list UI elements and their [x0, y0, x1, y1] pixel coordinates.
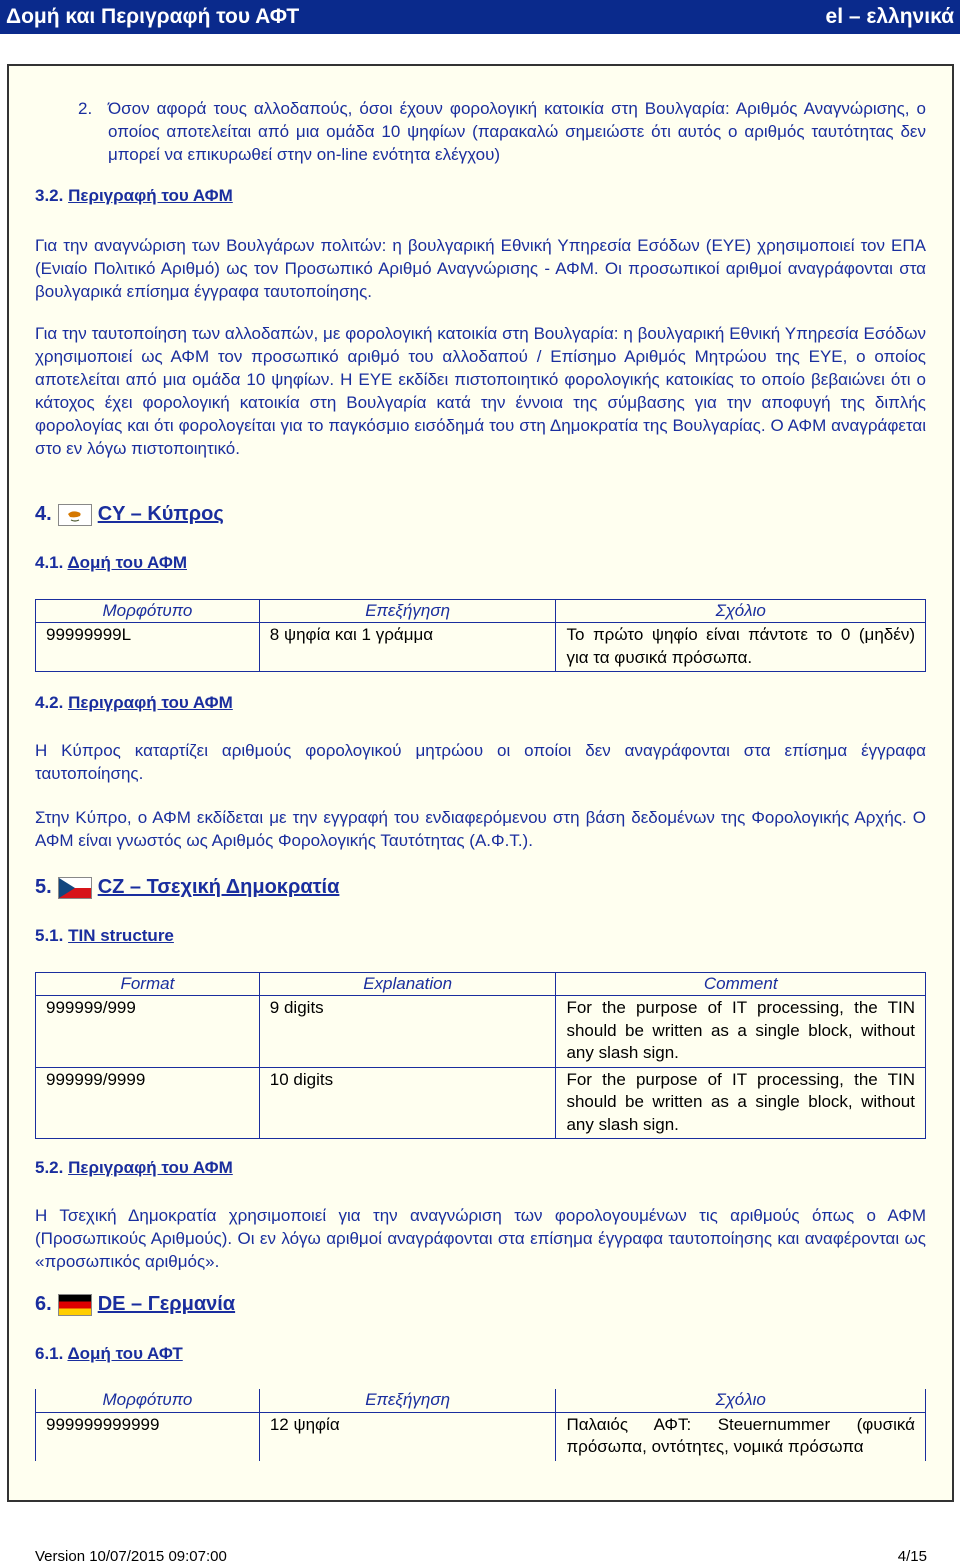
- table-header: Επεξήγηση: [259, 1389, 556, 1412]
- bg-paragraph-2: Για την ταυτοποίηση των αλλοδαπών, με φορολογική κατοικία στη Βουλγαρία: η βουλγαρική Εθνική Υπηρεσία Εσόδων χρησιμοποιεί ως ΑΦΜ τον προσωπικό αριθμό του αλλοδαπού / Επίσημο Αριθμός Μητρώου της ΕΥΕ, ο οποίος αποτελείται από μια ομάδα 10 ψηφίων. Η ΕΥΕ εκδίδει πιστοποιητικό φορολογικής κατοικίας το οποίο βεβαιώνει ότι ο κάτοχος έχει φορολογική κατοικία στη Βουλγαρία κατά την έννοια της σύμβασης για την αποφυγή της διπλής φορολογίας και ότι φορολογείται για το παγκόσμιο εισόδημά του στη Δημοκρατία της Βουλγαρίας. Ο ΑΦΜ αναγράφεται στο εν λόγω πιστοποιητικό.: [35, 324, 926, 458]
- cyprus-flag-icon: [58, 504, 92, 526]
- table-row: [36, 1067, 926, 1139]
- section-heading-link[interactable]: Περιγραφή του ΑΦΜ: [68, 1158, 233, 1177]
- cy-tin-table: [35, 599, 926, 672]
- table-header: Explanation: [259, 973, 556, 996]
- section-heading-link[interactable]: Δομή του ΑΦΤ: [67, 1344, 183, 1363]
- section-heading-link[interactable]: TIN structure: [68, 926, 174, 945]
- table-cell: 999999999999: [36, 1412, 260, 1461]
- section-heading-link[interactable]: Δομή του ΑΦΜ: [67, 553, 187, 572]
- table-header: Format: [36, 973, 260, 996]
- table-cell: 9 digits: [259, 996, 556, 1068]
- page-footer: [35, 1548, 927, 1565]
- table-header-row: [36, 600, 926, 623]
- section-heading-link[interactable]: Περιγραφή του ΑΦΜ: [68, 186, 233, 205]
- table-row: [36, 996, 926, 1068]
- czech-flag-icon: [58, 877, 92, 899]
- table-header: Comment: [556, 973, 926, 996]
- document-header: [0, 0, 960, 34]
- section-heading-de: 6. DE – Γερμανία: [35, 1293, 236, 1315]
- bg-paragraph-1: Για την αναγνώριση των Βουλγάρων πολιτών: η βουλγαρική Εθνική Υπηρεσία Εσόδων (ΕΥΕ) χρησιμοποιεί τον ΕΠΑ (Ενιαίο Πολιτικό Αριθμό) ως τον Προσωπικό Αριθμό Αναγνώρισης - ΑΦΜ. Οι προσωπικοί αριθμοί αναγράφονται στα βουλγαρικά επίσημα έγγραφα ταυτοποίησης.: [35, 236, 926, 301]
- table-cell: 10 digits: [259, 1067, 556, 1139]
- section-heading-cz: 5. CZ – Τσεχική Δημοκρατία: [35, 876, 340, 898]
- table-header: Σχόλιο: [556, 600, 926, 623]
- table-cell: For the purpose of IT processing, the TIN should be written as a single block, without any slash sign.: [556, 1067, 926, 1139]
- de-tin-table: [35, 1389, 926, 1461]
- table-cell: Το πρώτο ψηφίο είναι πάντοτε το 0 (μηδέν) για τα φυσικά πρόσωπα.: [556, 623, 926, 672]
- document-title: Δομή και Περιγραφή του ΑΦΤ: [6, 5, 300, 28]
- cy-paragraph-2: Στην Κύπρο, ο ΑΦΜ εκδίδεται με την εγγραφή του ενδιαφερόμενου στη βάση δεδομένων της Φορολογικής Αρχής. Ο ΑΦΜ είναι γνωστός ως Αριθμός Φορολογικής Ταυτότητας (Α.Φ.Τ.).: [35, 808, 926, 850]
- section-heading-4-1: 4.1. Δομή του ΑΦΜ: [35, 553, 187, 572]
- table-cell: 99999999L: [36, 623, 260, 672]
- table-header-row: [36, 973, 926, 996]
- table-header-row: [36, 1389, 926, 1412]
- cy-title-link[interactable]: CY – Κύπρος: [97, 503, 224, 525]
- table-row: [36, 1412, 926, 1461]
- table-cell: For the purpose of IT processing, the TIN should be written as a single block, without any slash sign.: [556, 996, 926, 1068]
- list-number: 2.: [78, 99, 93, 118]
- table-cell: 999999/9999: [36, 1067, 260, 1139]
- cz-paragraph-1: Η Τσεχική Δημοκρατία χρησιμοποιεί για την αναγνώριση των φορολογουμένων τις αριθμούς όπως ο ΑΦΜ (Προσωπικούς Αριθμούς). Οι εν λόγω αριθμοί αναγράφονται στα επίσημα έγγραφα ταυτοποίησης και αναφέρονται ως «προσωπικός αριθμός».: [35, 1206, 926, 1271]
- section-heading-6-1: 6.1. Δομή του ΑΦΤ: [35, 1344, 183, 1363]
- section-heading-5-2: 5.2. Περιγραφή του ΑΦΜ: [35, 1158, 233, 1177]
- de-title-link[interactable]: DE – Γερμανία: [97, 1293, 236, 1315]
- table-header: Μορφότυπο: [36, 600, 260, 623]
- section-heading-link[interactable]: Περιγραφή του ΑΦΜ: [68, 693, 233, 712]
- cy-paragraph-1: Η Κύπρος καταρτίζει αριθμούς φορολογικού μητρώου οι οποίοι δεν αναγράφονται στα επίσημα έγγραφα ταυτοποίησης.: [35, 741, 926, 783]
- list-item-text: Όσον αφορά τους αλλοδαπούς, όσοι έχουν φορολογική κατοικία στη Βουλγαρία: Αριθμός Αναγνώρισης, ο οποίος αποτελείται από μια ομάδα 10 ψηφίων (παρακαλώ σημειώστε ότι αυτός ο αριθμός ταυτότητας δεν μπορεί να επικυρωθεί στην on-line ενότητα ελέγχου): [108, 99, 926, 164]
- version-label: Version 10/07/2015 09:07:00: [35, 1548, 227, 1565]
- cz-title-link[interactable]: CZ – Τσεχική Δημοκρατία: [97, 876, 340, 898]
- table-header: Μορφότυπο: [36, 1389, 260, 1412]
- german-flag-icon: [58, 1294, 92, 1316]
- section-heading-3-2: 3.2. Περιγραφή του ΑΦΜ: [35, 186, 233, 205]
- table-header: Επεξήγηση: [259, 600, 556, 623]
- page-number: 4/15: [897, 1548, 927, 1565]
- table-row: [36, 623, 926, 672]
- section-heading-4-2: 4.2. Περιγραφή του ΑΦΜ: [35, 693, 233, 712]
- table-cell: 999999/999: [36, 996, 260, 1068]
- table-header: Σχόλιο: [556, 1389, 926, 1412]
- language-label: el – ελληνικά: [825, 5, 954, 28]
- cz-tin-table: [35, 972, 926, 1139]
- table-cell: Παλαιός ΑΦΤ: Steuernummer (φυσικά πρόσωπα, οντότητες, νομικά πρόσωπα: [556, 1412, 926, 1461]
- table-cell: 12 ψηφία: [259, 1412, 556, 1461]
- table-cell: 8 ψηφία και 1 γράμμα: [259, 623, 556, 672]
- section-heading-cy: 4. CY – Κύπρος: [35, 503, 224, 525]
- section-heading-5-1: 5.1. TIN structure: [35, 926, 174, 945]
